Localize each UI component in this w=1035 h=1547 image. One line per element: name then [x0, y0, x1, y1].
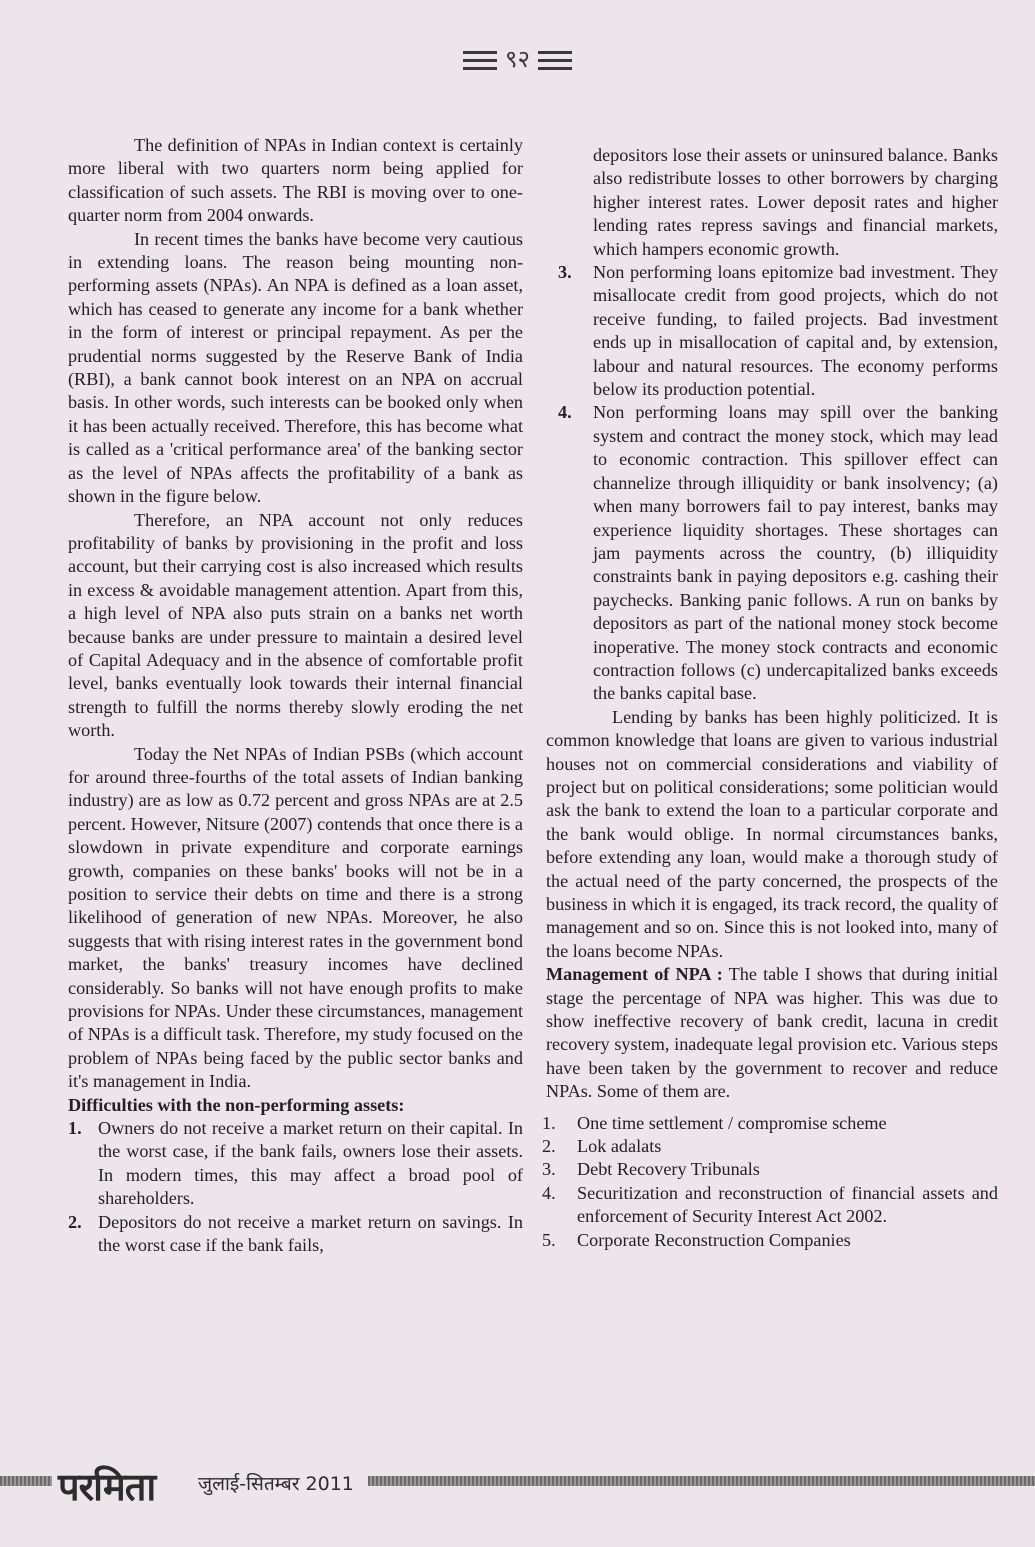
- list-item: 1. One time settlement / compromise scheme: [542, 1112, 887, 1133]
- footer-rule-right: [368, 1476, 1035, 1486]
- list-item: 5. Corporate Reconstruction Companies: [542, 1229, 851, 1250]
- paragraph-recent-times: In recent times the banks have become very cautious in extending loans. The reason being mounting non-performing assets (NPAs). An NPA is defined as a loan asset, which has ceased to generate any income for a bank whether in the form of interest or principal repayment. As per the prudential norms suggested by the Reserve Bank of India (RBI), a bank cannot book interest on an NPA on accrual basis. In other words, such interests can be booked only when it has been actually received. Therefore, this has become what is called as a 'critical performance area' of the banking sector as the level of NPAs affects the profitability of a bank as shown in the figure below.: [68, 228, 523, 507]
- list-item: 3. Non performing loans epitomize bad investment. They misallocate credit from good projects, which do not receive funding, to failed projects. Bad investment ends up in misallocation of capital and, by extension, labour and natural resources. The economy performs below its production potential.: [558, 262, 998, 400]
- right-decor-icon: [538, 49, 572, 71]
- difficulties-list-continued: [546, 261, 998, 706]
- list-item: 2. Lok adalats: [542, 1136, 662, 1157]
- paragraph-today: Today the Net NPAs of Indian PSBs (which account for around three-fourths of the total assets of Indian banking industry) are as low as 0.72 percent and gross NPAs are at 2.5 percent. However, Nitsure (2007) contends that once there is a slowdown in private expenditure and corporate earnings growth, companies on these banks' books will not be in a position to service their debts on time and there is a strong likelihood of generation of new NPAs. Moreover, he also suggests that with rising interest rates in the government bond market, the banks' treasury incomes have declined considerably. So banks will not have enough profits to make provisions for NPAs. Under these circumstances, management of NPAs is a difficult task. Therefore, my study focused on the problem of NPAs being faced by the public sector banks and it's management in India.: [68, 743, 523, 1092]
- paragraph-npa-definition: The definition of NPAs in Indian context is certainly more liberal with two quarters norm being applied for classification of such assets. The RBI is moving over to one-quarter norm from 2004 onwards.: [68, 135, 523, 226]
- difficulties-list: [68, 1117, 523, 1257]
- page-number-header: [0, 42, 1035, 75]
- paragraph-therefore: Therefore, an NPA account not only reduces profitability of banks by provisioning in the profit and loss account, but their carrying cost is also increased which results in excess & avoidable management attention. Apart from this, a high level of NPA also puts strain on a banks net worth because banks are under pressure to maintain a desired level of Capital Adequacy and in the absence of comfortable profit level, banks eventually look towards their internal financial strength to fulfill the norms thereby slowly eroding the net worth.: [68, 509, 523, 741]
- list-item: 4. Securitization and reconstruction of financial assets and enforcement of Security Interest Act 2002.: [542, 1182, 998, 1227]
- list-item: 3. Debt Recovery Tribunals: [542, 1159, 760, 1180]
- page-number: ९२: [505, 45, 530, 73]
- journal-title: परमिता: [58, 1465, 156, 1509]
- difficulties-heading: Difficulties with the non-performing assets:: [68, 1094, 405, 1115]
- paragraph-lending: Lending by banks has been highly politicized. It is common knowledge that loans are given to various industrial houses not on commercial considerations and viability of project but on political considerations; some politician would ask the bank to extend the loan to a particular corporate and the bank would oblige. In normal circumstances banks, before extending any loan, would make a thorough study of the actual need of the party concerned, the prospects of the business in which it is engaged, its track record, the quality of management and so on. Since this is not looked into, many of the loans become NPAs.: [546, 706, 998, 961]
- left-decor-icon: [463, 49, 497, 71]
- list-item: 2. Depositors do not receive a market return on savings. In the worst case if the bank fails,: [68, 1211, 523, 1256]
- page-footer: [0, 1462, 1035, 1509]
- issue-date: जुलाई-सितम्बर 2011: [198, 1473, 354, 1495]
- list-item: 4. Non performing loans may spill over the banking system and contract the money stock, which may lead to economic contraction. This spillover effect can channelize through illiquidity or bank insolvency; (a) when many borrowers fail to pay interest, banks may experience liquidity shortages. These shortages can jam payments across the country, (b) illiquidity constraints bank in paying depositors e.g. cashing their paychecks. Banking panic follows. A run on banks by depositors as part of the national money stock become inoperative. The money stock contracts and economic contraction follows (c) undercapitalized banks exceeds the banks capital base.: [558, 402, 998, 704]
- management-heading: Management of NPA :: [546, 964, 723, 985]
- footer-rule-left: [0, 1476, 52, 1486]
- list-item: 1. Owners do not receive a market return on their capital. In the worst case, if the bank fails, owners lose their assets. In modern times, this may affect a broad pool of shareholders.: [68, 1118, 523, 1209]
- left-column: [68, 134, 523, 1258]
- right-column: [542, 144, 998, 1252]
- paragraph-management: Management of NPA : The table I shows that during initial stage the percentage of NPA was higher. This was due to show ineffective recovery of bank credit, lacuna in credit recovery system, inadequate legal provision etc. Various steps have been taken by the government to recover and reduce NPAs. Some of them are.: [546, 964, 998, 1102]
- continuation-paragraph: depositors lose their assets or uninsured balance. Banks also redistribute losses to other borrowers by charging higher interest rates. Lower deposit rates and higher lending rates repress savings and financial markets, which hampers economic growth.: [593, 145, 998, 259]
- recovery-steps-list: [542, 1112, 998, 1252]
